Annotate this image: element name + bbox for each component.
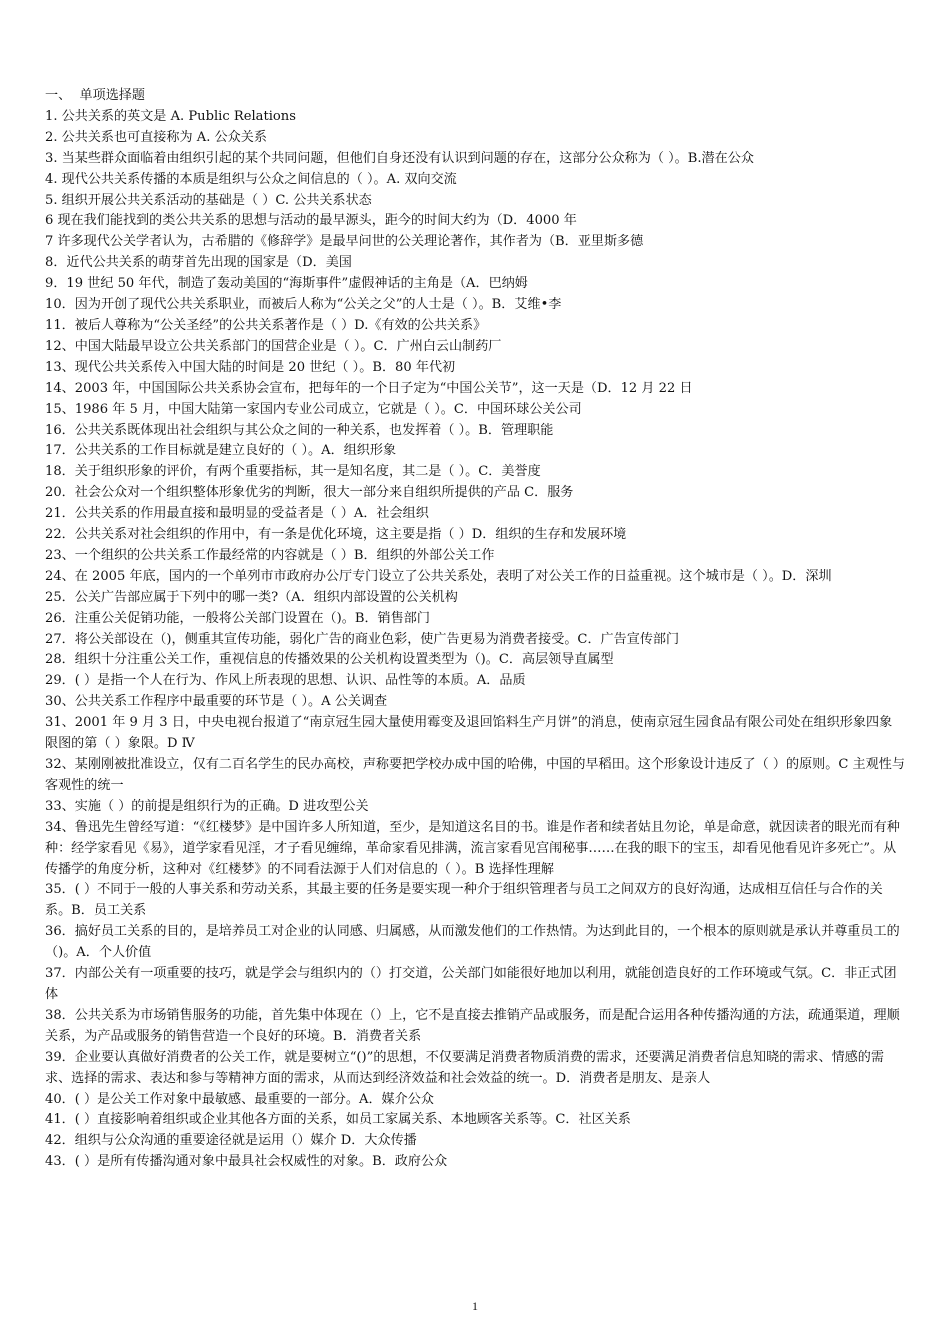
page-number: 1 bbox=[472, 1299, 478, 1313]
question-line: 25．公关广告部应属于下列中的哪一类?（A．组织内部设置的公关机构 bbox=[45, 589, 458, 605]
question-line: 11．被后人尊称为“公关圣经”的公共关系著作是（ ）D.《有效的公共关系》 bbox=[45, 317, 487, 333]
question-line: 20．社会公众对一个组织整体形象优劣的判断，很大一部分来自组织所提供的产品 C．服务 bbox=[45, 485, 574, 501]
question-line: 14、2003 年，中国国际公共关系协会宣布，把每年的一个日子定为“中国公关节”，这一天是（D．12 月 22 日 bbox=[45, 380, 693, 396]
question-line: 43．( ）是所有传播沟通对象中最具社会权威性的对象。B．政府公众 bbox=[45, 1154, 448, 1170]
document-body bbox=[45, 86, 905, 1173]
question-line: 22．公共关系对社会组织的作用中，有一条是优化环境，这主要是指（ ）D．组织的生存和发展环境 bbox=[45, 527, 627, 543]
question-line: 32、某刚刚被批准设立，仅有二百名学生的民办高校，声称要把学校办成中国的哈佛，中国的早稻田。这个形象设计违反了（ ）的原则。C 主观性与客观性的统一 bbox=[45, 757, 905, 793]
question-line: 12、中国大陆最早设立公共关系部门的国营企业是（ ）。C．广州白云山制药厂 bbox=[45, 338, 502, 354]
question-line: 37．内部公关有一项重要的技巧，就是学会与组织内的（）打交道，公关部门如能很好地加以利用，就能创造良好的工作环境或气氛。C．非正式团体 bbox=[45, 966, 897, 1002]
question-line: 16．公共关系既体现出社会组织与其公众之间的一种关系，也发挥着（ ）。B．管理职能 bbox=[45, 422, 554, 438]
question-line: 39．企业要认真做好消费者的公关工作，就是要树立“()”的思想，不仅要满足消费者物质消费的需求，还要满足消费者信息知晓的需求、情感的需求、选择的需求、表达和参与等精神方面的需求，从而达到经济效益和社会效益的统一。D．消费者是朋友、是亲人 bbox=[45, 1049, 884, 1086]
section-heading: 一、 单项选择题 bbox=[45, 88, 145, 103]
question-line: 42．组织与公众沟通的重要途径就是运用（）媒介 D．大众传播 bbox=[45, 1133, 417, 1149]
question-line: 7 许多现代公关学者认为，古希腊的《修辞学》是最早问世的公关理论著作，其作者为（B．亚里斯多德 bbox=[45, 234, 644, 250]
question-line: 23、一个组织的公共关系工作最经常的内容就是（ ）B．组织的外部公关工作 bbox=[45, 547, 495, 563]
question-line: 35．( ）不同于一般的人事关系和劳动关系，其最主要的任务是要实现一种介于组织管理者与员工之间双方的良好沟通，达成相互信任与合作的关系。B．员工关系 bbox=[45, 882, 883, 919]
question-line: 15、1986 年 5 月，中国大陆第一家国内专业公司成立，它就是（ ）。C．中国环球公关公司 bbox=[45, 401, 582, 417]
question-line: 10．因为开创了现代公共关系职业，而被后人称为“公关之父”的人士是（ ）。B．艾维•李 bbox=[45, 297, 562, 313]
question-line: 33、实施（ ）的前提是组织行为的正确。D 进攻型公关 bbox=[45, 798, 369, 814]
question-line: 2. 公共关系也可直接称为 A. 公众关系 bbox=[45, 129, 267, 145]
question-line: 28．组织十分注重公关工作，重视信息的传播效果的公关机构设置类型为（)。C．高层领导直属型 bbox=[45, 652, 614, 668]
question-line: 31、2001 年 9 月 3 日，中央电视台报道了“南京冠生园大量使用霉变及退回馅料生产月饼”的消息，使南京冠生园食品有限公司处在组织形象四象限图的第（ ）象限。D Ⅳ bbox=[45, 715, 893, 752]
question-line: 8．近代公共关系的萌芽首先出现的国家是（D．美国 bbox=[45, 255, 352, 271]
question-line: 18．关于组织形象的评价，有两个重要指标，其一是知名度，其二是（ ）。C．美誉度 bbox=[45, 464, 541, 480]
question-line: 4. 现代公共关系传播的本质是组织与公众之间信息的（ ）。A. 双向交流 bbox=[45, 171, 457, 187]
question-line: 21．公共关系的作用最直接和最明显的受益者是（ ）A．社会组织 bbox=[45, 506, 429, 522]
question-line: 34、鲁迅先生曾经写道：“《红楼梦》是中国许多人所知道，至少，是知道这名目的书。谁是作者和续者姑且勿论，单是命意，就因读者的眼光而有种种：经学家看见《易》，道学家看见淫，才子看见缠绵，革命家看见排满，流言家看见宫闱秘事……在我的眼下的宝玉，却看见他看见许多死亡”。从传播学的角度分析，这种对《红楼梦》的不同看法源于人们对信息的（ ）。B 选择性理解 bbox=[45, 819, 900, 877]
question-line: 29．( ）是指一个人在行为、作风上所表现的思想、认识、品性等的本质。A．品质 bbox=[45, 673, 526, 689]
question-line: 13、现代公共关系传入中国大陆的时间是 20 世纪（ ）。B．80 年代初 bbox=[45, 359, 456, 375]
question-line: 40．( ）是公关工作对象中最敏感、最重要的一部分。A．媒介公众 bbox=[45, 1091, 434, 1107]
question-line: 1. 公共关系的英文是 A. Public Relations bbox=[45, 108, 296, 124]
question-line: 24、在 2005 年底，国内的一个单列市市政府办公厅专门设立了公共关系处，表明了对公关工作的日益重视。这个城市是（ ）。D．深圳 bbox=[45, 568, 832, 584]
question-line: 6 现在我们能找到的类公共关系的思想与活动的最早源头，距今的时间大约为（D．4000 年 bbox=[45, 213, 577, 229]
question-line: 17．公共关系的工作目标就是建立良好的（ ）。A．组织形象 bbox=[45, 443, 397, 459]
question-line: 9．19 世纪 50 年代，制造了轰动美国的“海斯事件”虚假神话的主角是（A．巴纳姆 bbox=[45, 276, 528, 292]
question-line: 30、公共关系工作程序中最重要的环节是（ ）。A 公关调查 bbox=[45, 694, 388, 710]
question-line: 38．公共关系为市场销售服务的功能，首先集中体现在（）上，它不是直接去推销产品或服务，而是配合运用各种传播沟通的方法，疏通渠道，理顺关系，为产品或服务的销售营造一个良好的环境。B．消费者关系 bbox=[45, 1007, 900, 1044]
question-line: 27．将公关部设在（)，侧重其宣传功能，弱化广告的商业色彩，使广告更易为消费者接受。C．广告宣传部门 bbox=[45, 631, 680, 647]
question-line: 26．注重公关促销功能，一般将公关部门设置在（)。B．销售部门 bbox=[45, 610, 430, 626]
question-line: 3. 当某些群众面临着由组织引起的某个共同问题，但他们自身还没有认识到问题的存在，这部分公众称为（ ）。B.潜在公众 bbox=[45, 150, 754, 166]
question-line: 36．搞好员工关系的目的，是培养员工对企业的认同感、归属感，从而激发他们的工作热情。为达到此目的，一个根本的原则就是承认并尊重员工的（)。A．个人价值 bbox=[45, 924, 900, 961]
question-line: 5. 组织开展公共关系活动的基础是（ ）C. 公共关系状态 bbox=[45, 192, 372, 208]
question-line: 41．( ）直接影响着组织或企业其他各方面的关系，如员工家属关系、本地顾客关系等。C．社区关系 bbox=[45, 1112, 631, 1128]
